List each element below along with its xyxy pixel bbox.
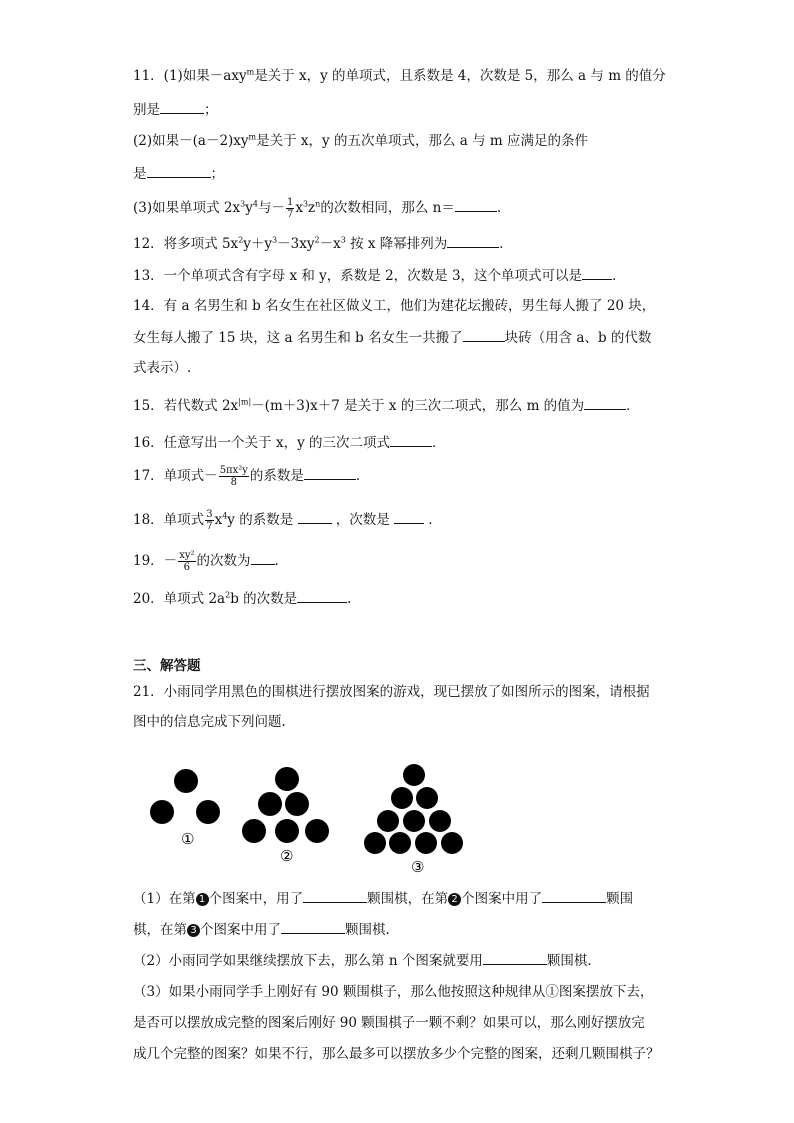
q11-text: ； xyxy=(210,166,224,182)
q11-text: 与－ xyxy=(257,200,285,216)
q21-text: 个图案中，用了 xyxy=(208,891,304,907)
answer-blank[interactable] xyxy=(582,265,612,280)
fraction-denominator: 6 xyxy=(183,562,191,573)
q12-text: ． xyxy=(499,236,513,252)
q21-text: （3）如果小雨同学手上刚好有 90 颗围棋子，那么他按照这种规律从①图案摆放下去， xyxy=(133,984,654,1000)
q21-text: 颗围 xyxy=(606,891,634,907)
q21-text: 成几个完整的图案？如果不行，那么最多可以摆放多少个完整的图案，还剩几颗围棋子？ xyxy=(133,1046,660,1062)
q11-part2-line2 xyxy=(133,163,224,184)
answer-blank[interactable] xyxy=(147,163,211,178)
go-stone xyxy=(441,832,463,854)
fraction-denominator: 7 xyxy=(206,521,213,532)
go-stone xyxy=(150,800,174,824)
go-stone xyxy=(416,787,438,809)
q13-text: ． xyxy=(612,268,626,284)
q21-text: （1）在第 xyxy=(133,891,196,907)
q12-line xyxy=(133,233,513,254)
q17-text: ． xyxy=(355,468,370,484)
q15-text: －(m＋3)x＋7 是关于 x 的三次二项式，那么 m 的值为 xyxy=(251,398,585,414)
q21-part1-line2 xyxy=(133,919,390,940)
answer-blank[interactable] xyxy=(584,395,626,410)
go-stone xyxy=(275,819,299,843)
answer-blank[interactable] xyxy=(303,888,367,903)
exponent: 2 xyxy=(314,235,320,245)
q15-text: ． xyxy=(626,398,640,414)
exponent: 3 xyxy=(240,199,246,209)
answer-blank[interactable] xyxy=(542,888,606,903)
q11-text: y xyxy=(245,200,253,216)
circled-number-1: 1 xyxy=(196,893,209,906)
go-stone xyxy=(242,819,266,843)
q12-text: y＋y xyxy=(243,236,273,252)
q14-line1 xyxy=(133,296,655,316)
q21-text: 颗围棋. xyxy=(345,922,390,938)
go-stone xyxy=(403,810,425,832)
q13-line xyxy=(133,265,626,286)
fraction-numerator: 1 xyxy=(286,197,294,208)
q21-text: 颗围棋，在第 xyxy=(367,891,449,907)
q21-part2 xyxy=(133,950,592,971)
q21-part3-line3 xyxy=(133,1044,660,1064)
q14-text: 14．有 a 名男生和 b 名女生在社区做义工，他们为建花坛搬砖，男生每人搬了 20 块， xyxy=(133,298,656,314)
q11-text: x xyxy=(295,200,303,216)
q11-part1-line2 xyxy=(133,99,218,120)
q13-text: 13．一个单项式含有字母 x 和 y，系数是 2，次数是 3，这个单项式可以是 xyxy=(133,268,583,284)
q15-text: 15．若代数式 2x xyxy=(133,398,239,414)
answer-blank[interactable] xyxy=(297,588,347,603)
q21-part3-line2 xyxy=(133,1013,645,1033)
q14-line3 xyxy=(133,358,191,378)
fraction-numerator: 5πx²y xyxy=(219,465,248,476)
q19-text: 19．－ xyxy=(133,553,178,569)
answer-blank[interactable] xyxy=(251,550,275,565)
q16-line xyxy=(133,432,446,453)
q12-text: －x xyxy=(319,236,341,252)
q11-text: (3)如果单项式 2x xyxy=(133,200,241,216)
pattern-label-1: ① xyxy=(181,830,195,848)
q19-text: 的次数为 xyxy=(196,553,251,569)
q16-text: 16．任意写出一个关于 x，y 的三次二项式 xyxy=(133,435,391,451)
go-stone xyxy=(258,792,282,816)
go-stone xyxy=(174,769,198,793)
q21-text: 颗围棋. xyxy=(546,953,592,969)
q18-text: ，次数是 xyxy=(335,512,390,528)
q11-part3 xyxy=(133,197,501,220)
go-stone-pattern-figure xyxy=(130,755,500,880)
go-stone xyxy=(415,832,437,854)
go-stone xyxy=(391,787,413,809)
q21-part1-line1 xyxy=(133,888,633,909)
answer-blank[interactable] xyxy=(160,99,204,114)
fraction-numerator: 3 xyxy=(206,509,213,520)
q11-part2-line1 xyxy=(133,131,588,151)
fraction xyxy=(219,465,249,488)
pattern-label-3: ③ xyxy=(411,858,425,876)
q12-text: －3xy xyxy=(277,236,315,252)
q20-line xyxy=(133,588,351,609)
pattern-label-2: ② xyxy=(280,847,294,865)
q21-intro-line1 xyxy=(133,682,650,702)
go-stone xyxy=(429,810,451,832)
exponent: 3 xyxy=(302,199,309,209)
fraction-denominator: 8 xyxy=(230,477,237,488)
circled-number-2: 2 xyxy=(448,893,461,906)
answer-blank[interactable] xyxy=(455,197,497,212)
q21-text: 是否可以摆放成完整的图案后刚好 90 颗围棋子一颗不剩？如果可以，那么刚好摆放完 xyxy=(133,1015,645,1031)
exponent: m xyxy=(248,132,257,142)
answer-blank[interactable] xyxy=(298,509,332,524)
q11-text: 11．(1)如果－axy xyxy=(133,68,247,84)
q20-text: 20．单项式 2a xyxy=(133,591,226,607)
q17-line xyxy=(133,465,369,488)
go-stone xyxy=(196,800,220,824)
q21-part3-line1 xyxy=(133,982,653,1002)
exponent: 2 xyxy=(225,590,231,600)
q17-text: 的系数是 xyxy=(249,468,304,484)
q21-text: 图中的信息完成下列问题. xyxy=(133,714,286,730)
answer-blank[interactable] xyxy=(281,919,345,934)
q21-text: 个图案中用了 xyxy=(461,891,543,907)
go-stone xyxy=(403,764,425,786)
q11-text: 的次数相同，那么 n＝ xyxy=(320,200,455,216)
q21-text: （2）小雨同学如果继续摆放下去，那么第 n 个图案就要用 xyxy=(133,953,483,969)
exponent: 4 xyxy=(222,511,228,521)
fraction-denominator: 7 xyxy=(286,209,294,220)
q12-text: 12．将多项式 5x xyxy=(133,236,239,252)
q19-line xyxy=(133,550,279,573)
circled-number-3: 3 xyxy=(187,924,200,937)
q15-line xyxy=(133,395,640,416)
answer-blank[interactable] xyxy=(394,509,424,524)
q14-text: 女生每人搬了 15 块，这 a 名男生和 b 名女生一共搬了 xyxy=(133,330,463,346)
q21-text: 个图案中用了 xyxy=(200,922,281,938)
go-stone xyxy=(285,792,309,816)
go-stone xyxy=(364,832,386,854)
section-heading: 三、解答题 xyxy=(133,658,201,674)
q11-text: 是 xyxy=(133,166,147,182)
q18-text: x xyxy=(214,512,223,528)
q21-text: 21．小雨同学用黑色的围棋进行摆放图案的游戏，现已摆放了如图所示的图案，请根据 xyxy=(133,684,650,700)
answer-blank[interactable] xyxy=(483,950,547,965)
q14-text: 式表示）. xyxy=(133,360,192,376)
fraction-numerator: xy² xyxy=(179,550,195,561)
fraction xyxy=(286,197,294,220)
exponent: 3 xyxy=(340,235,346,245)
q18-text: ． xyxy=(428,512,442,528)
exponent: |m| xyxy=(238,397,252,407)
q21-intro-line2 xyxy=(133,712,286,732)
q19-text: . xyxy=(274,553,279,569)
exponent: n xyxy=(315,199,321,209)
q11-text: 别是 xyxy=(133,102,160,118)
q11-text: (2)如果－(a－2)xy xyxy=(133,133,249,149)
q11-text: 是关于 x，y 的五次单项式，那么 a 与 m 应满足的条件 xyxy=(256,133,588,149)
q14-line2 xyxy=(133,327,651,348)
q11-text: . xyxy=(496,200,502,216)
q12-text: 按 x 降幂排列为 xyxy=(345,236,448,252)
answer-blank[interactable] xyxy=(390,432,432,447)
q16-text: ． xyxy=(432,435,446,451)
q18-text: 18．单项式 xyxy=(133,512,205,528)
exponent: m xyxy=(246,67,255,77)
q14-text: 块砖（用含 a、b 的代数 xyxy=(504,330,652,346)
answer-blank[interactable] xyxy=(447,233,499,248)
q11-text: 是关于 x，y 的单项式，且系数是 4，次数是 5，那么 a 与 m 的值分 xyxy=(254,68,666,84)
q21-text: 棋，在第 xyxy=(133,922,187,938)
exponent: 2 xyxy=(238,235,244,245)
go-stone xyxy=(377,810,399,832)
fraction xyxy=(178,550,195,573)
q11-text: ； xyxy=(204,102,218,118)
go-stone xyxy=(389,832,411,854)
q18-line xyxy=(133,509,442,532)
exponent: 3 xyxy=(272,235,278,245)
q11-part1-line1 xyxy=(133,66,666,86)
q20-text: b 的次数是 xyxy=(230,591,298,607)
q20-text: . xyxy=(347,591,352,607)
q17-text: 17．单项式－ xyxy=(133,468,218,484)
q18-text: y 的系数是 xyxy=(227,512,294,528)
fraction xyxy=(205,509,213,532)
answer-blank[interactable] xyxy=(304,465,356,480)
answer-blank[interactable] xyxy=(463,327,505,342)
go-stone xyxy=(275,767,299,791)
go-stone xyxy=(305,819,329,843)
exponent: 4 xyxy=(252,199,258,209)
q11-text: z xyxy=(308,200,316,216)
